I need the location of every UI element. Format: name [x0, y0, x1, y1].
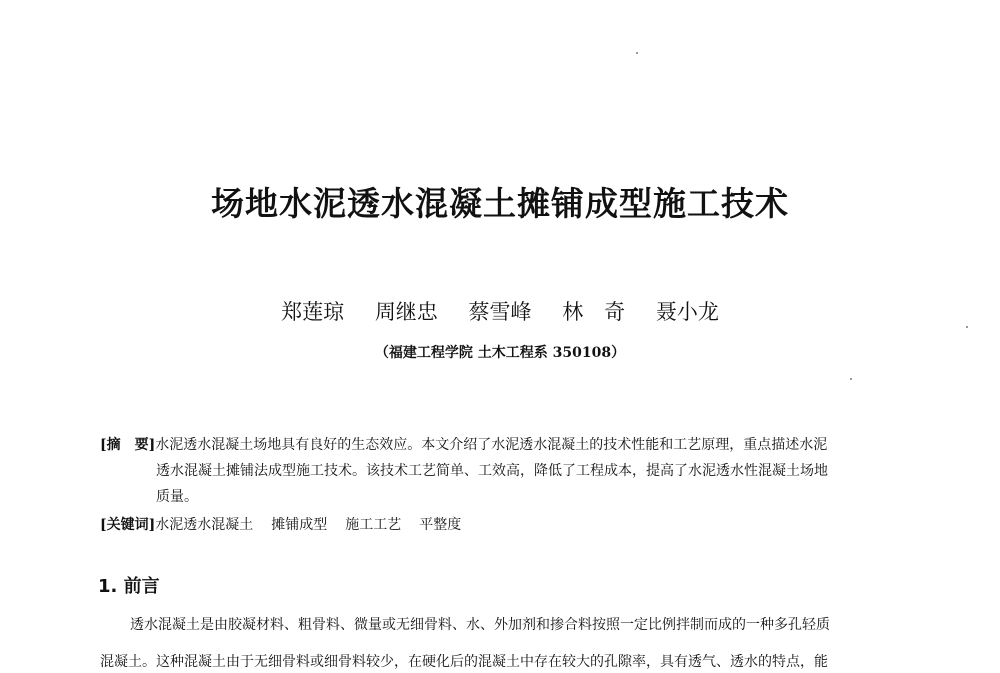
scan-speck: [966, 326, 968, 328]
keyword: 水泥透水混凝土: [155, 517, 254, 533]
author-name: 林 奇: [562, 300, 626, 324]
author-name: 聂小龙: [655, 300, 719, 324]
author-list: [0, 297, 1000, 327]
author-name: 蔡雪峰: [468, 300, 532, 324]
keywords-tag: [关键词]: [100, 517, 156, 533]
author-name: 郑莲琼: [281, 300, 345, 324]
body-paragraph-line: 混凝土。这种混凝土由于无细骨料或细骨料较少，在硬化后的混凝土中存在较大的孔隙率，具有透气、透水的特点，能: [100, 654, 828, 670]
body-paragraph-line: 透水混凝土是由胶凝材料、粗骨料、微量或无细骨料、水、外加剂和掺合料按照一定比例拌制而成的一种多孔轻质: [130, 617, 830, 633]
keyword: 平整度: [419, 517, 462, 533]
keyword: 施工工艺: [345, 517, 402, 533]
section-heading: 1. 前言: [98, 576, 160, 597]
paper-title: 场地水泥透水混凝土摊铺成型施工技术: [211, 184, 789, 223]
abstract-line: 透水混凝土摊铺法成型施工技术。该技术工艺简单、工效高，降低了工程成本，提高了水泥透水性混凝土场地: [156, 463, 828, 479]
abstract-line: 质量。: [156, 489, 198, 505]
abstract: [100, 432, 890, 510]
affiliation: （福建工程学院 土木工程系 350108）: [374, 345, 626, 361]
author-name: 周继忠: [374, 300, 438, 324]
scan-speck: [636, 52, 638, 54]
scan-speck: [850, 378, 852, 380]
keywords: [100, 514, 479, 536]
keyword: 摊铺成型: [271, 517, 328, 533]
abstract-tag: [摘 要]: [100, 437, 156, 453]
abstract-text: 水泥透水混凝土场地具有良好的生态效应。本文介绍了水泥透水混凝土的技术性能和工艺原理，重点描述水泥: [155, 437, 828, 453]
abstract-line: [100, 432, 890, 458]
